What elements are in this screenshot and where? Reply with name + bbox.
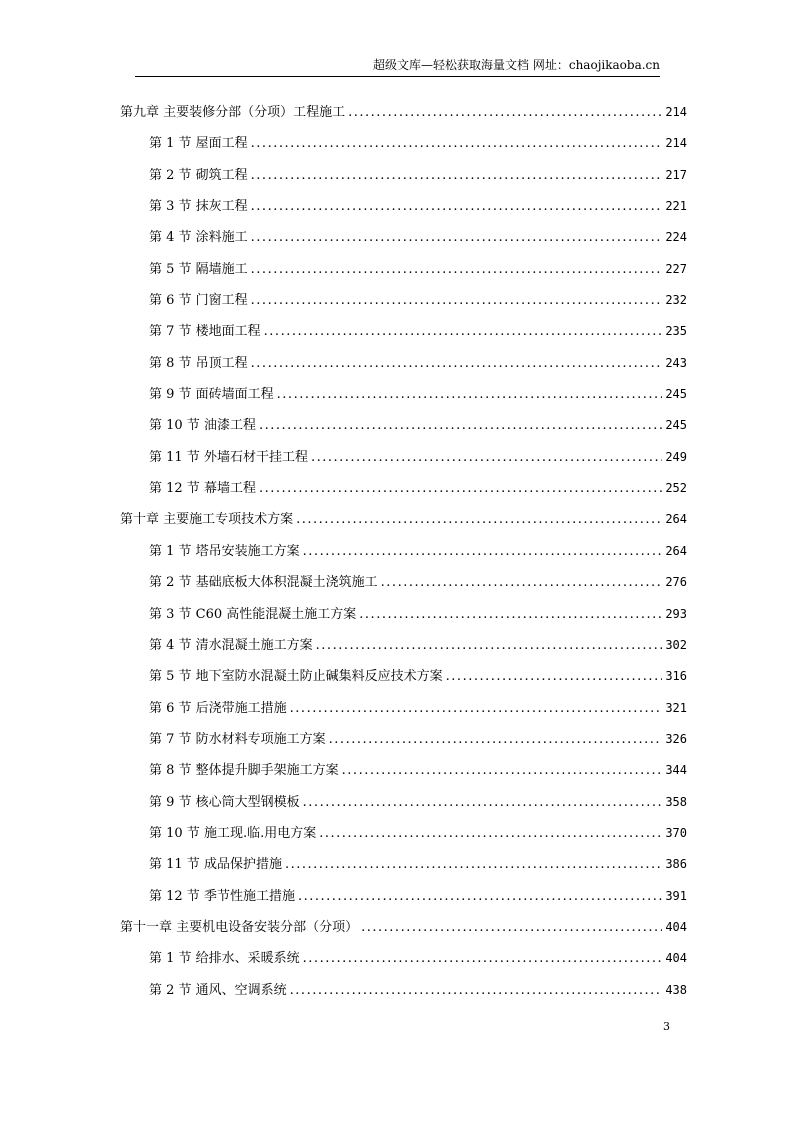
toc-dot-leader: [251, 191, 663, 222]
toc-dot-leader: [311, 442, 662, 473]
toc-entry-title: 第 2 节 基础底板大体积混凝土浇筑施工: [149, 575, 378, 591]
toc-section-row[interactable]: [120, 379, 687, 410]
toc-entry-title: 第九章 主要装修分部（分项）工程施工: [120, 105, 346, 120]
toc-chapter-row[interactable]: [120, 97, 687, 128]
toc-dot-leader: [290, 975, 663, 1006]
toc-section-row[interactable]: [120, 630, 687, 661]
toc-entry-title: 第 6 节 后浇带施工措施: [149, 700, 287, 716]
toc-entry-title: 第 5 节 地下室防水混凝土防止碱集料反应技术方案: [149, 669, 443, 685]
toc-dot-leader: [251, 285, 663, 316]
page-header: 超级文库—轻松获取海量文档 网址：chaojikaoba.cn: [135, 56, 660, 77]
toc-entry-page: 276: [665, 575, 687, 590]
toc-entry-title: 第 1 节 给排水、采暖系统: [149, 951, 300, 967]
toc-section-row[interactable]: [120, 410, 687, 441]
toc-section-row[interactable]: [120, 881, 687, 912]
toc-entry-page: 370: [665, 825, 687, 840]
toc-entry-page: 404: [665, 919, 687, 934]
toc-dot-leader: [259, 473, 662, 504]
toc-section-row[interactable]: [120, 849, 687, 880]
toc-entry-title: 第 12 节 季节性施工措施: [149, 888, 295, 904]
toc-entry-title: 第 10 节 施工现.临.用电方案: [149, 825, 317, 841]
toc-entry-title: 第 8 节 吊顶工程: [149, 355, 248, 371]
toc-dot-leader: [303, 943, 663, 974]
toc-section-row[interactable]: [120, 567, 687, 598]
toc-entry-title: 第十章 主要施工专项技术方案: [120, 512, 294, 528]
toc-entry-page: 264: [665, 512, 687, 527]
toc-entry-title: 第 9 节 核心筒大型钢模板: [149, 794, 300, 810]
toc-dot-leader: [316, 630, 663, 661]
toc-section-row[interactable]: [120, 442, 687, 473]
toc-section-row[interactable]: [120, 254, 687, 285]
toc-entry-title: 第 7 节 楼地面工程: [149, 324, 261, 340]
toc-entry-page: 316: [665, 669, 687, 684]
toc-entry-page: 245: [665, 387, 687, 402]
toc-dot-leader: [342, 755, 663, 786]
toc-section-row[interactable]: [120, 724, 687, 755]
toc-dot-leader: [251, 222, 663, 253]
toc-entry-page: 358: [665, 794, 687, 809]
page-number: 3: [663, 1020, 670, 1033]
toc-entry-title: 第 3 节 C60 高性能混凝土施工方案: [149, 606, 357, 622]
toc-entry-title: 第 1 节 塔吊安装施工方案: [149, 543, 300, 559]
toc-dot-leader: [290, 693, 663, 724]
toc-entry-page: 326: [665, 731, 687, 746]
table-of-contents: [120, 97, 687, 1006]
toc-chapter-row[interactable]: [120, 504, 687, 535]
toc-entry-title: 第 5 节 隔墙施工: [149, 261, 248, 277]
toc-entry-title: 第 4 节 涂料施工: [149, 230, 248, 246]
toc-entry-title: 第 11 节 外墙石材干挂工程: [149, 449, 308, 465]
toc-dot-leader: [251, 254, 663, 285]
toc-entry-title: 第 4 节 清水混凝土施工方案: [149, 637, 313, 653]
toc-entry-page: 438: [665, 982, 687, 997]
toc-dot-leader: [285, 849, 662, 880]
toc-dot-leader: [303, 787, 663, 818]
toc-dot-leader: [251, 128, 663, 159]
toc-entry-page: 235: [665, 324, 687, 339]
toc-dot-leader: [303, 536, 663, 567]
toc-entry-page: 344: [665, 763, 687, 778]
toc-entry-title: 第十一章 主要机电设备安装分部（分项）: [120, 919, 359, 935]
toc-entry-title: 第 9 节 面砖墙面工程: [149, 387, 274, 403]
toc-entry-title: 第 1 节 屋面工程: [149, 136, 248, 152]
toc-section-row[interactable]: [120, 818, 687, 849]
toc-dot-leader: [251, 160, 663, 191]
toc-section-row[interactable]: [120, 599, 687, 630]
toc-entry-page: 252: [665, 481, 687, 496]
toc-entry-page: 293: [665, 606, 687, 621]
toc-dot-leader: [296, 504, 662, 535]
toc-dot-leader: [446, 661, 663, 692]
toc-entry-page: 221: [665, 199, 687, 214]
toc-dot-leader: [298, 881, 662, 912]
toc-chapter-row[interactable]: [120, 912, 687, 943]
toc-entry-title: 第 10 节 油漆工程: [149, 418, 256, 434]
toc-section-row[interactable]: [120, 975, 687, 1006]
toc-entry-page: 224: [665, 230, 687, 245]
toc-entry-title: 第 8 节 整体提升脚手架施工方案: [149, 763, 339, 779]
toc-entry-page: 227: [665, 261, 687, 276]
toc-section-row[interactable]: [120, 755, 687, 786]
toc-entry-page: 232: [665, 293, 687, 308]
toc-dot-leader: [329, 724, 663, 755]
toc-entry-title: 第 3 节 抹灰工程: [149, 199, 248, 215]
toc-entry-page: 302: [665, 637, 687, 652]
toc-section-row[interactable]: [120, 222, 687, 253]
toc-entry-title: 第 7 节 防水材料专项施工方案: [149, 731, 326, 747]
toc-entry-page: 249: [665, 449, 687, 464]
toc-section-row[interactable]: [120, 787, 687, 818]
toc-dot-leader: [319, 818, 662, 849]
toc-section-row[interactable]: [120, 160, 687, 191]
toc-dot-leader: [251, 348, 663, 379]
toc-entry-page: 264: [665, 543, 687, 558]
toc-entry-page: 214: [665, 105, 687, 119]
toc-dot-leader: [348, 97, 662, 128]
toc-dot-leader: [381, 567, 663, 598]
toc-dot-leader: [359, 599, 662, 630]
toc-entry-title: 第 2 节 通风、空调系统: [149, 982, 287, 998]
toc-dot-leader: [361, 912, 662, 943]
toc-section-row[interactable]: [120, 128, 687, 159]
toc-entry-title: 第 6 节 门窗工程: [149, 293, 248, 309]
toc-section-row[interactable]: [120, 473, 687, 504]
toc-section-row[interactable]: [120, 191, 687, 222]
toc-entry-page: 321: [665, 700, 687, 715]
toc-entry-page: 243: [665, 355, 687, 370]
toc-section-row[interactable]: [120, 316, 687, 347]
toc-entry-page: 214: [665, 136, 687, 151]
toc-entry-page: 386: [665, 857, 687, 872]
toc-section-row[interactable]: [120, 693, 687, 724]
toc-entry-page: 217: [665, 167, 687, 182]
toc-entry-title: 第 11 节 成品保护措施: [149, 857, 282, 873]
toc-entry-page: 245: [665, 418, 687, 433]
toc-entry-page: 404: [665, 951, 687, 966]
toc-entry-title: 第 12 节 幕墙工程: [149, 481, 256, 497]
toc-section-row[interactable]: [120, 661, 687, 692]
toc-section-row[interactable]: [120, 536, 687, 567]
toc-section-row[interactable]: [120, 285, 687, 316]
toc-dot-leader: [259, 410, 662, 441]
toc-dot-leader: [264, 316, 663, 347]
toc-entry-title: 第 2 节 砌筑工程: [149, 167, 248, 183]
toc-entry-page: 391: [665, 888, 687, 903]
toc-section-row[interactable]: [120, 943, 687, 974]
toc-section-row[interactable]: [120, 348, 687, 379]
toc-dot-leader: [277, 379, 663, 410]
